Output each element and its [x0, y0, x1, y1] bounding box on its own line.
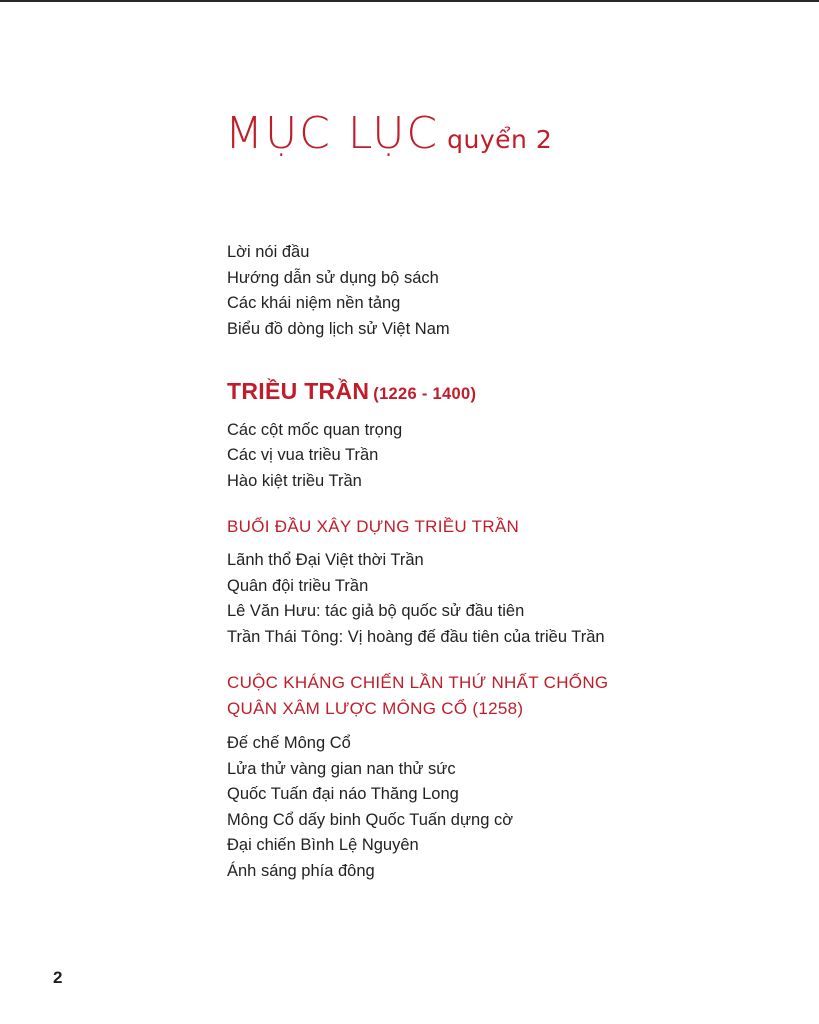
toc-entry-title: Đế chế Mông Cổ [227, 734, 351, 752]
section-heading [227, 378, 476, 405]
toc-entry-title: Lãnh thổ Đại Việt thời Trần [227, 551, 424, 569]
section-heading-title: TRIỀU TRẦN [227, 378, 370, 404]
toc-entry-title: Các khái niệm nền tảng [227, 294, 401, 312]
toc-entry-title: Đại chiến Bình Lệ Nguyên [227, 836, 419, 854]
toc-entry-title: Biểu đồ dòng lịch sử Việt Nam [227, 320, 450, 338]
subsection-heading-line: CUỘC KHÁNG CHIẾN LẦN THỨ NHẤT CHỐNG [227, 673, 609, 692]
toc-entry-title: Lửa thử vàng gian nan thử sức [227, 760, 456, 778]
toc-entry-title: Ánh sáng phía đông [227, 862, 375, 880]
toc-entry-title: Trần Thái Tông: Vị hoàng đế đầu tiên của triều Trần [227, 628, 605, 646]
toc-entry-title: Các vị vua triều Trần [227, 446, 379, 464]
toc-entry-title: Quân đội triều Trần [227, 577, 369, 595]
toc-entry-title: Quốc Tuấn đại náo Thăng Long [227, 785, 459, 803]
toc-entry-title: Lời nói đầu [227, 243, 310, 261]
page-number: 2 [53, 968, 63, 987]
toc-entry-title: Hào kiệt triều Trần [227, 472, 362, 490]
toc-entry-title: Các cột mốc quan trọng [227, 421, 403, 439]
toc-entry-title: Hướng dẫn sử dụng bộ sách [227, 269, 439, 287]
subsection-heading [227, 670, 608, 722]
section-heading-years: (1226 - 1400) [373, 385, 477, 403]
page-title [225, 108, 552, 159]
toc-entry-title: Mông Cổ dấy binh Quốc Tuấn dựng cờ [227, 811, 514, 829]
title-subtitle: quyển 2 [447, 125, 553, 154]
top-border-line [0, 0, 819, 2]
subsection-heading: BUỔI ĐẦU XÂY DỰNG TRIỀU TRẦN [227, 517, 520, 536]
subsection-heading-line: QUÂN XÂM LƯỢC MÔNG CỔ (1258) [227, 699, 524, 718]
title-main: MỤC LỤC [225, 108, 440, 159]
toc-entry-title: Lê Văn Hưu: tác giả bộ quốc sử đầu tiên [227, 602, 525, 620]
